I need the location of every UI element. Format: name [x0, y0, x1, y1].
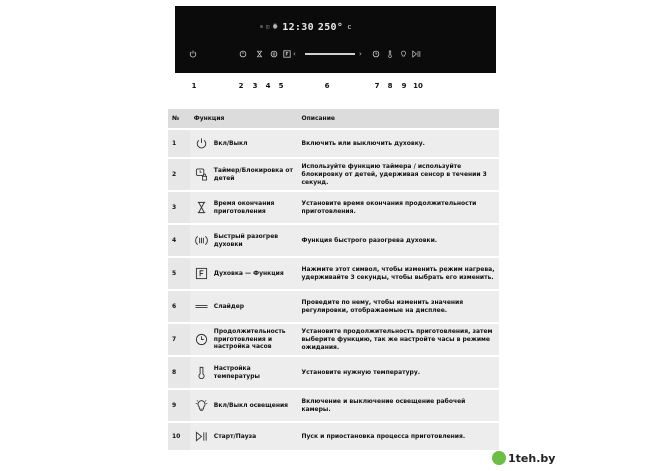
oven-display: [260, 20, 351, 34]
row-description: Включить или выключить духовку.: [301, 139, 425, 147]
function-f-icon: [194, 266, 209, 281]
table-header-row: [168, 109, 499, 128]
table-row: [168, 225, 499, 256]
row-function: Настройка температуры: [213, 365, 260, 380]
display-status-icons: ⊙ ◫ ⌚: [260, 24, 279, 30]
thermometer-icon[interactable]: [387, 50, 393, 58]
watermark-logo-icon: [492, 451, 506, 465]
callout-8: 8: [387, 82, 393, 90]
row-function: Слайдер: [213, 302, 245, 310]
table-row: [168, 258, 499, 289]
callout-6: 6: [324, 82, 330, 90]
slider-left-arrow-icon: ‹: [293, 50, 296, 58]
timer-lock-icon: [194, 167, 209, 182]
row-num: 2: [168, 159, 190, 190]
lamp-icon: [194, 398, 209, 413]
row-description: Нажмите этот символ, чтобы изменить режим нагрева, удерживайте 3 секунды, чтобы выбрать его изменить.: [301, 265, 495, 281]
slider-track[interactable]: [305, 53, 355, 55]
row-description: Включение и выключение освещение рабочей камеры.: [301, 397, 466, 413]
callout-10: 10: [413, 82, 423, 90]
lamp-icon[interactable]: [400, 50, 407, 58]
row-function: Таймер/Блокировка от детей: [213, 167, 293, 182]
row-num: 4: [168, 225, 190, 256]
hourglass-icon[interactable]: [256, 50, 263, 58]
display-unit: c: [347, 23, 352, 31]
power-icon: [194, 136, 209, 151]
row-num: 1: [168, 130, 190, 157]
row-function: Старт/Пауза: [213, 432, 257, 440]
header-description: Описание: [298, 109, 500, 128]
display-temperature: 250°: [317, 21, 344, 33]
callout-9: 9: [401, 82, 407, 90]
callout-1: 1: [191, 82, 197, 90]
slider-icon: [194, 299, 209, 314]
row-num: 10: [168, 423, 190, 450]
row-num: 3: [168, 192, 190, 223]
hourglass-icon: [194, 200, 209, 215]
row-description: Пуск и приостановка процесса приготовления.: [301, 432, 466, 440]
row-function: Духовка — Функция: [213, 269, 284, 277]
table-row: [168, 357, 499, 388]
table-row: [168, 324, 499, 355]
row-description: Установите нужную температуру.: [301, 368, 421, 376]
watermark-text: 1teh.by: [508, 451, 556, 465]
function-f-icon[interactable]: [283, 50, 291, 58]
thermometer-icon: [194, 365, 209, 380]
row-num: 6: [168, 291, 190, 322]
row-description: Установите продолжительность приготовления, затем выберите функцию, так же настройте часы в режиме ожидания.: [301, 327, 493, 351]
slider-right-arrow-icon: ›: [359, 50, 362, 58]
row-function: Быстрый разогрев духовки: [213, 233, 279, 248]
callout-3: 3: [252, 82, 258, 90]
timer-lock-icon[interactable]: [239, 50, 247, 58]
table-row: [168, 390, 499, 421]
row-num: 7: [168, 324, 190, 355]
clock-icon: [194, 332, 209, 347]
table-row: [168, 423, 499, 450]
row-description: Используйте функцию таймера / используйте блокировку от детей, удерживая сенсор в течении 3 секунд.: [301, 162, 487, 186]
functions-table: [168, 107, 499, 452]
row-num: 8: [168, 357, 190, 388]
fast-heat-icon: [194, 233, 209, 248]
callout-2: 2: [238, 82, 244, 90]
power-icon[interactable]: [189, 50, 197, 58]
clock-icon[interactable]: [372, 50, 380, 58]
callout-5: 5: [278, 82, 284, 90]
panel-callouts: [0, 82, 670, 94]
table-row: [168, 159, 499, 190]
oven-control-panel: [175, 6, 496, 73]
watermark: [492, 451, 555, 465]
row-function: Вкл/Выкл освещения: [213, 401, 289, 409]
fast-heat-icon[interactable]: [270, 50, 278, 58]
row-function: Продолжительность приготовления и настройка часов: [213, 328, 286, 351]
row-description: Функция быстрого разогрева духовки.: [301, 236, 438, 244]
play-pause-icon[interactable]: [412, 50, 421, 58]
row-function: Время окончания приготовления: [213, 200, 275, 215]
table-row: [168, 130, 499, 157]
row-description: Установите время окончания продолжительности приготовления.: [301, 199, 477, 215]
header-function: Функция: [190, 109, 298, 128]
table-row: [168, 291, 499, 322]
display-time: 12:30: [282, 21, 314, 33]
callout-7: 7: [374, 82, 380, 90]
header-num: №: [168, 109, 190, 128]
row-num: 5: [168, 258, 190, 289]
row-num: 9: [168, 390, 190, 421]
play-pause-icon: [194, 429, 209, 444]
row-description: Проведите по нему, чтобы изменить значения регулировки, отображаемые на дисплее.: [301, 298, 464, 314]
table-row: [168, 192, 499, 223]
row-function: Вкл/Выкл: [213, 139, 248, 147]
callout-4: 4: [265, 82, 271, 90]
